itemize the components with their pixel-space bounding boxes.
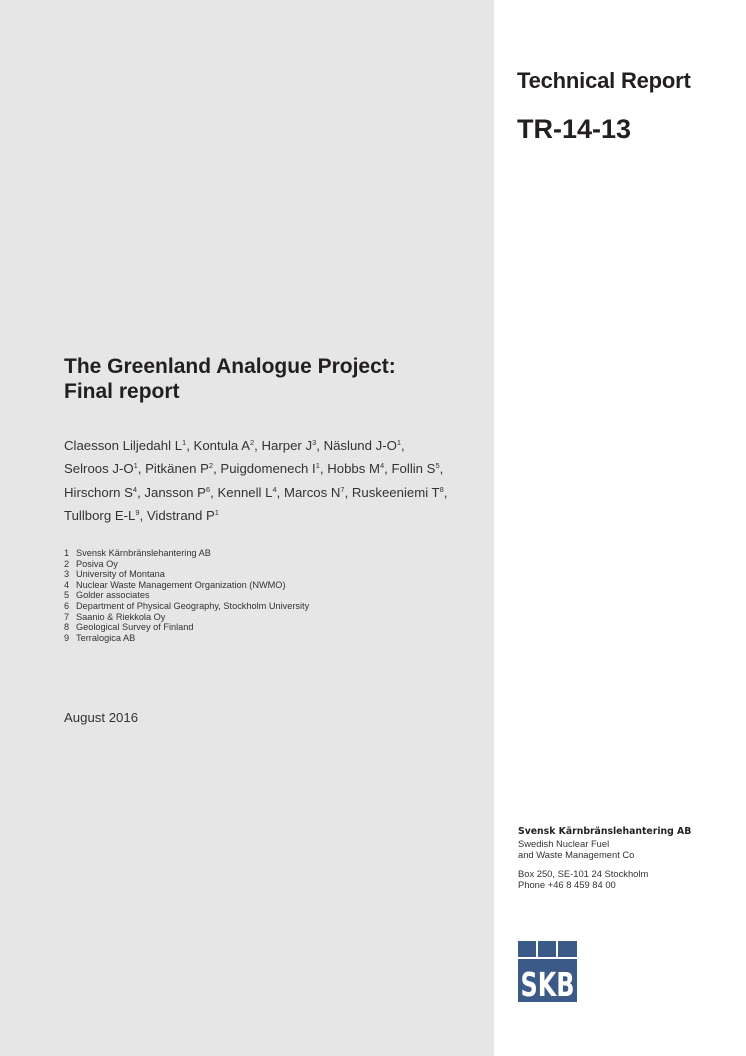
author-name: Ruskeeniemi T	[351, 484, 440, 500]
affiliation-item	[64, 633, 484, 644]
author-name: Kontula A	[193, 438, 250, 453]
author-item	[64, 438, 194, 453]
author-item	[220, 461, 327, 476]
author-item	[284, 485, 352, 500]
report-title	[64, 354, 484, 404]
author-name: Vidstrand P	[146, 508, 215, 524]
author-separator: ,	[210, 484, 218, 500]
affiliation-text: University of Montana	[76, 569, 165, 580]
author-separator: ,	[139, 508, 147, 524]
author-item	[262, 438, 324, 453]
affiliation-text: Nuclear Waste Management Organization (NWMO)	[76, 579, 286, 590]
author-separator: ,	[439, 461, 444, 477]
author-separator: ,	[401, 438, 405, 453]
affiliation-item	[64, 612, 484, 623]
affiliation-item	[64, 601, 484, 612]
author-separator: ,	[137, 484, 145, 500]
author-separator: ,	[254, 438, 262, 453]
publisher-address: Box 250, SE-101 24 Stockholm	[518, 867, 649, 879]
author-name: Hirschorn S	[64, 484, 133, 500]
skb-logo	[518, 941, 577, 1002]
author-list	[64, 434, 484, 528]
author-name: Puigdomenech I	[220, 461, 316, 477]
publisher-block	[518, 826, 738, 891]
author-affiliation-marker: 1	[133, 461, 138, 471]
author-affiliation-marker: 2	[250, 438, 255, 447]
affiliation-item	[64, 580, 484, 591]
author-name: Jansson P	[144, 484, 206, 500]
affiliation-item	[64, 559, 484, 570]
author-affiliation-marker: 1	[396, 438, 402, 447]
publisher-name: Svensk Kärnbränslehantering AB	[518, 826, 692, 837]
publisher-english-line-2: and Waste Management Co	[518, 849, 635, 860]
affiliation-text: Svensk Kärnbränslehantering AB	[76, 548, 211, 558]
publisher-english-line-1: Swedish Nuclear Fuel	[518, 837, 610, 849]
author-item	[324, 438, 405, 453]
affiliation-number: 3	[64, 569, 70, 580]
affiliation-item	[64, 569, 484, 580]
author-name: Follin S	[391, 461, 436, 477]
author-affiliation-marker: 9	[135, 508, 140, 518]
affiliation-number: 4	[64, 579, 70, 590]
affiliation-number: 1	[64, 548, 70, 558]
author-name: Pitkänen P	[145, 461, 209, 477]
author-name: Näslund J-O	[323, 438, 397, 453]
skb-logo-top-right-block	[558, 941, 577, 957]
author-item	[217, 485, 284, 500]
publication-date: August 2016	[64, 710, 139, 725]
affiliation-item	[64, 622, 484, 633]
author-item	[147, 508, 219, 523]
affiliation-text: Saanio & Riekkola Oy	[76, 611, 166, 622]
author-affiliation-marker: 7	[340, 484, 345, 494]
author-separator: ,	[316, 438, 324, 453]
author-separator: ,	[137, 461, 146, 477]
affiliation-text: Geological Survey of Finland	[76, 622, 194, 633]
author-name: Hobbs M	[327, 461, 380, 477]
affiliation-number: 8	[64, 622, 70, 633]
author-name: Marcos N	[283, 484, 341, 500]
affiliation-text: Terralogica AB	[76, 632, 136, 643]
author-affiliation-marker: 5	[435, 461, 440, 471]
author-item	[64, 485, 144, 500]
affiliation-number: 5	[64, 590, 70, 601]
author-item	[64, 461, 145, 476]
author-item	[144, 485, 217, 500]
author-affiliation-marker: 4	[272, 484, 277, 494]
author-item	[352, 485, 448, 500]
report-title-line-1: The Greenland Analogue Project:	[64, 355, 396, 378]
affiliation-number: 7	[64, 611, 70, 622]
author-name: Harper J	[261, 438, 313, 453]
affiliation-list	[64, 548, 484, 643]
author-name: Kennell L	[217, 484, 273, 500]
skb-logo-letters: SKB	[520, 965, 575, 1004]
author-item	[64, 508, 147, 523]
author-item	[392, 461, 444, 476]
author-affiliation-marker: 4	[132, 484, 138, 494]
affiliation-item	[64, 548, 484, 559]
publisher-phone: Phone +46 8 459 84 00	[518, 879, 616, 890]
affiliation-text: Golder associates	[76, 590, 150, 601]
author-separator: ,	[276, 484, 284, 500]
author-name: Selroos J-O	[64, 461, 134, 477]
affiliation-text: Posiva Oy	[76, 558, 118, 569]
affiliation-text: Department of Physical Geography, Stockholm University	[76, 600, 310, 611]
report-title-line-2: Final report	[64, 380, 180, 403]
skb-logo-top-left-block	[518, 941, 536, 957]
author-separator: ,	[213, 461, 221, 477]
author-affiliation-marker: 1	[214, 508, 219, 518]
author-affiliation-marker: 4	[380, 461, 385, 471]
affiliation-number: 6	[64, 600, 70, 611]
author-separator: ,	[384, 461, 392, 477]
author-item	[327, 461, 391, 476]
affiliation-number: 9	[64, 632, 70, 643]
author-affiliation-marker: 2	[208, 461, 214, 471]
author-affiliation-marker: 1	[315, 461, 320, 471]
author-affiliation-marker: 1	[182, 438, 187, 447]
author-separator: ,	[186, 438, 194, 453]
report-type-heading: Technical Report	[517, 68, 691, 93]
author-separator: ,	[344, 484, 352, 500]
report-number: TR-14-13	[517, 114, 632, 144]
author-item	[194, 438, 262, 453]
affiliation-number: 2	[64, 558, 70, 569]
author-affiliation-marker: 8	[439, 484, 444, 494]
author-separator: ,	[443, 484, 448, 500]
author-name: Claesson Liljedahl L	[64, 438, 183, 453]
author-item	[145, 461, 220, 476]
affiliation-item	[64, 590, 484, 601]
author-affiliation-marker: 6	[205, 484, 211, 494]
author-affiliation-marker: 3	[312, 438, 317, 447]
author-separator: ,	[319, 461, 328, 477]
author-name: Tullborg E-L	[64, 508, 136, 524]
skb-logo-top-mid-block	[538, 941, 556, 957]
